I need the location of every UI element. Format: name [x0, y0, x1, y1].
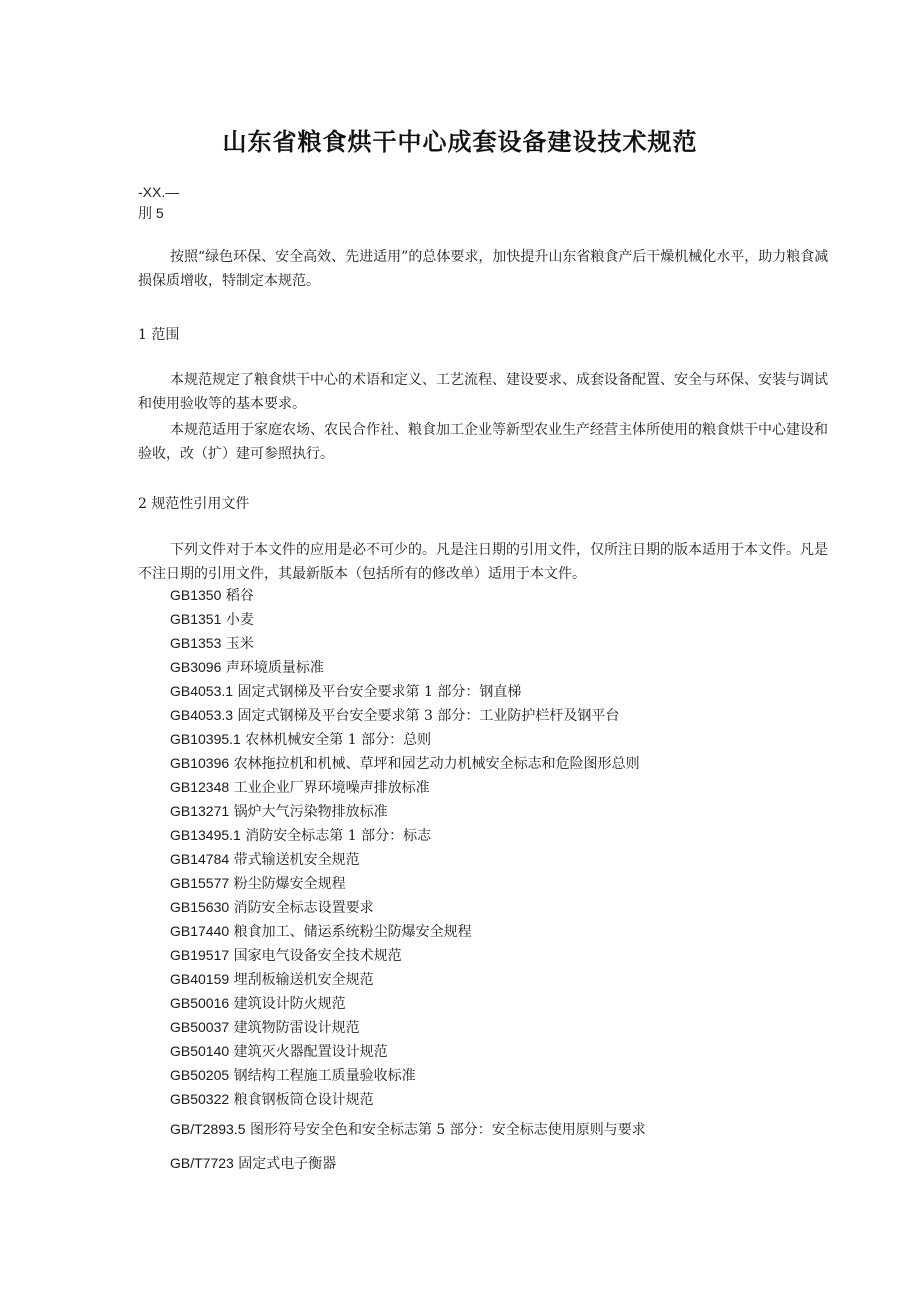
reference-item: GB40159 埋刮板输送机安全规范 — [170, 971, 374, 988]
reference-item: GB15577 粉尘防爆安全规程 — [170, 875, 346, 892]
intro-paragraph: 按照“绿色环保、安全高效、先进适用”的总体要求，加快提升山东省粮食产后干燥机械化水平，助力粮食减损保质增收，特制定本规范。 — [138, 249, 829, 289]
reference-item: GB50205 钢结构工程施工质量验收标准 — [170, 1067, 416, 1084]
reference-item: GB13271 锅炉大气污染物排放标准 — [170, 803, 388, 820]
document-title: 山东省粮食烘干中心成套设备建设技术规范 — [222, 128, 698, 156]
reference-item: GB50037 建筑物防雷设计规范 — [170, 1019, 360, 1036]
reference-item: GB10395.1 农林机械安全第 1 部分：总则 — [170, 731, 432, 748]
reference-item: GB4053.3 固定式钢梯及平台安全要求第 3 部分：工业防护栏杆及钢平台 — [170, 707, 620, 724]
reference-item: GB/T7723 固定式电子衡器 — [170, 1155, 337, 1172]
section-1-paragraph-2: 本规范适用于家庭农场、农民合作社、粮食加工企业等新型农业生产经营主体所使用的粮食烘干中心建设和验收，改（扩）建可参照执行。 — [138, 422, 828, 462]
section-1-paragraph-1: 本规范规定了粮食烘干中心的术语和定义、工艺流程、建设要求、成套设备配置、安全与环保、安装与调试和使用验收等的基本要求。 — [138, 372, 828, 412]
reference-item: GB50322 粮食钢板筒仓设计规范 — [170, 1091, 374, 1108]
reference-item: GB1350 稻谷 — [170, 587, 254, 604]
section-2-heading: 2 规范性引用文件 — [138, 496, 250, 512]
meta-line-1: -XX.— — [138, 184, 180, 200]
reference-item: GB19517 国家电气设备安全技术规范 — [170, 947, 402, 964]
section-1-heading: 1 范围 — [138, 327, 180, 343]
reference-item: GB50016 建筑设计防火规范 — [170, 995, 346, 1012]
reference-item: GB17440 粮食加工、储运系统粉尘防爆安全规程 — [170, 923, 472, 940]
reference-item: GB14784 带式输送机安全规范 — [170, 851, 360, 868]
reference-item: GB1351 小麦 — [170, 611, 254, 628]
reference-item: GB10396 农林拖拉机和机械、草坪和园艺动力机械安全标志和危险图形总则 — [170, 755, 640, 772]
reference-item: GB15630 消防安全标志设置要求 — [170, 899, 374, 916]
reference-item: GB13495.1 消防安全标志第 1 部分：标志 — [170, 827, 432, 844]
reference-item: GB3096 声环境质量标准 — [170, 659, 324, 676]
reference-item: GB1353 玉米 — [170, 635, 254, 652]
reference-item: GB4053.1 固定式钢梯及平台安全要求第 1 部分：钢直梯 — [170, 683, 522, 700]
reference-item: GB12348 工业企业厂界环境噪声排放标准 — [170, 779, 430, 796]
reference-item: GB50140 建筑灭火器配置设计规范 — [170, 1043, 388, 1060]
section-2-paragraph-1: 下列文件对于本文件的应用是必不可少的。凡是注日期的引用文件，仅所注日期的版本适用于本文件。凡是不注日期的引用文件，其最新版本（包括所有的修改单）适用于本文件。 — [138, 542, 828, 582]
meta-line-2: 刖 5 — [138, 205, 164, 221]
reference-item: GB/T2893.5 图形符号安全色和安全标志第 5 部分：安全标志使用原则与要求 — [170, 1121, 646, 1138]
